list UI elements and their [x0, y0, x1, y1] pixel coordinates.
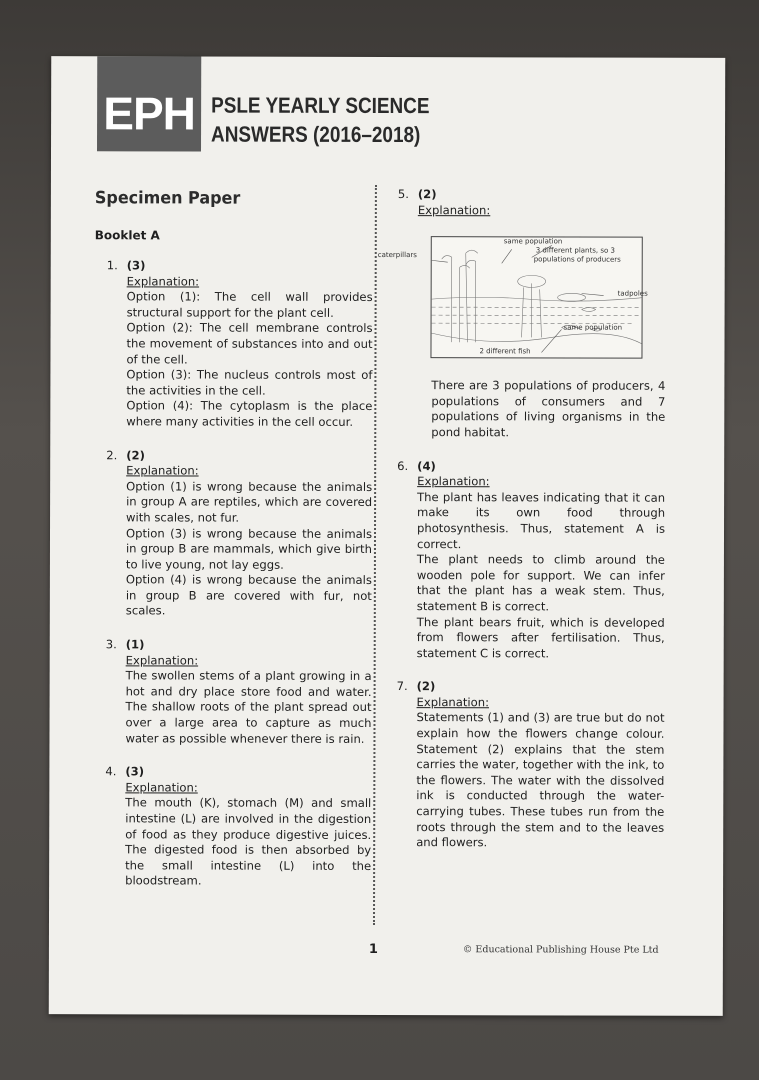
- section-title: Specimen Paper: [94, 188, 241, 209]
- left-column: [93, 188, 373, 908]
- explanation-label: Explanation:: [417, 474, 490, 489]
- explanation-label: Explanation:: [126, 273, 200, 289]
- title-line-1: PSLE YEARLY SCIENCE: [211, 92, 430, 119]
- explanation-line: Option (3) is wrong because the animals in group B are mammals, which give birth to live young, not lay eggs.: [125, 525, 373, 572]
- question-5: [386, 187, 666, 219]
- question-6: [385, 459, 666, 662]
- explanation-line: Option (3): The nucleus controls most of the activities in the cell.: [126, 367, 373, 398]
- water-surface: [432, 297, 642, 301]
- answer: (2): [126, 447, 145, 462]
- question-number: 5.: [397, 187, 409, 202]
- label-fish: 2 different fish: [479, 347, 531, 356]
- question-number: 2.: [106, 447, 118, 462]
- label-same-population-top: same population: [503, 237, 563, 246]
- column-divider: [373, 185, 377, 925]
- copyright-notice: © Educational Publishing House Pte Ltd: [462, 944, 659, 956]
- question-5-text: [385, 378, 665, 441]
- label-plants-note-2: populations of producers: [533, 255, 621, 264]
- explanation-label: Explanation:: [125, 780, 198, 795]
- question-number: 7.: [396, 679, 408, 694]
- question-4: [93, 764, 371, 889]
- right-column: [377, 187, 666, 870]
- booklet-heading: Booklet A: [94, 228, 160, 243]
- explanation-line: Option (4): The cytoplasm is the place where many activities in the cell occur.: [126, 398, 373, 429]
- explanation-line: The plant needs to climb around the wooden pole for support. We can infer that the plant has a weak stem. Thus, statement B is correct.: [416, 552, 665, 614]
- pond-habitat-figure: [377, 236, 648, 359]
- document-title: [211, 91, 486, 150]
- answer: (1): [125, 637, 145, 652]
- explanation-line: Option (1) is wrong because the animals in group A are reptiles, which are covered with scales, not fur.: [126, 479, 373, 525]
- answer: (3): [126, 258, 146, 273]
- explanation-line: The mouth (K), stomach (M) and small intestine (L) are involved in the digestion of food as they produce digestive juices. The digested food is then absorbed by the small intestine (L) into the bloodstream.: [125, 795, 372, 888]
- eph-logo: EPH: [97, 56, 201, 151]
- label-plants-note-1: 3 different plants, so 3: [535, 246, 615, 255]
- explanation-label: Explanation:: [125, 652, 199, 668]
- answer: (2): [416, 679, 436, 694]
- question-number: 4.: [105, 764, 117, 779]
- explanation-line: There are 3 populations of producers, 4 populations of consumers and 7 populations of living organisms in the pond habitat.: [431, 378, 666, 440]
- question-1: [94, 258, 372, 430]
- label-same-population-mid: same population: [563, 323, 623, 332]
- question-number: 3.: [105, 637, 117, 652]
- title-line-2: ANSWERS (2016–2018): [211, 121, 421, 148]
- answer-sheet-page: [49, 56, 726, 1016]
- answer: (3): [125, 764, 145, 779]
- question-number: 1.: [106, 258, 118, 273]
- answer: (4): [417, 458, 436, 473]
- explanation-line: The plant bears fruit, which is developed from flowers after fertilisation. Thus, statement C is correct.: [416, 614, 665, 661]
- explanation-line: The plant has leaves indicating that it can make its own food through photosynthesis. Thus, statement A is correct.: [416, 489, 666, 551]
- explanation-line: Option (4) is wrong because the animals in group B are covered with fur, not scales.: [125, 572, 372, 618]
- explanation-label: Explanation:: [416, 694, 490, 710]
- explanation-line: Option (2): The cell membrane controls the movement of substances into and out of the cell.: [126, 320, 373, 367]
- label-tadpoles: tadpoles: [617, 289, 648, 298]
- question-2: [94, 448, 372, 620]
- explanation-line: The swollen stems of a plant growing in a hot and dry place store food and water. The shallow roots of the plant spread out over a large area to capture as much water as possible whenever there is rain.: [125, 668, 372, 746]
- answer: (2): [417, 187, 437, 202]
- label-caterpillars: caterpillars: [377, 251, 417, 260]
- question-7: [384, 679, 664, 851]
- question-3: [93, 637, 371, 747]
- explanation-label: Explanation:: [126, 463, 199, 478]
- explanation-line: Option (1): The cell wall provides structural support for the plant cell.: [126, 289, 373, 320]
- page-number: 1: [368, 941, 378, 957]
- explanation-line: Statements (1) and (3) are true but do not explain how the flowers change colour. Statement (2) explains that the stem carries the water, together with the ink, to the flowers. The water with the dissolved ink is conducted through the water-carrying tubes. These tubes run from the roots through the stem and to the leaves and flowers.: [416, 710, 665, 850]
- question-number: 6.: [397, 458, 409, 473]
- explanation-label: Explanation:: [417, 202, 491, 217]
